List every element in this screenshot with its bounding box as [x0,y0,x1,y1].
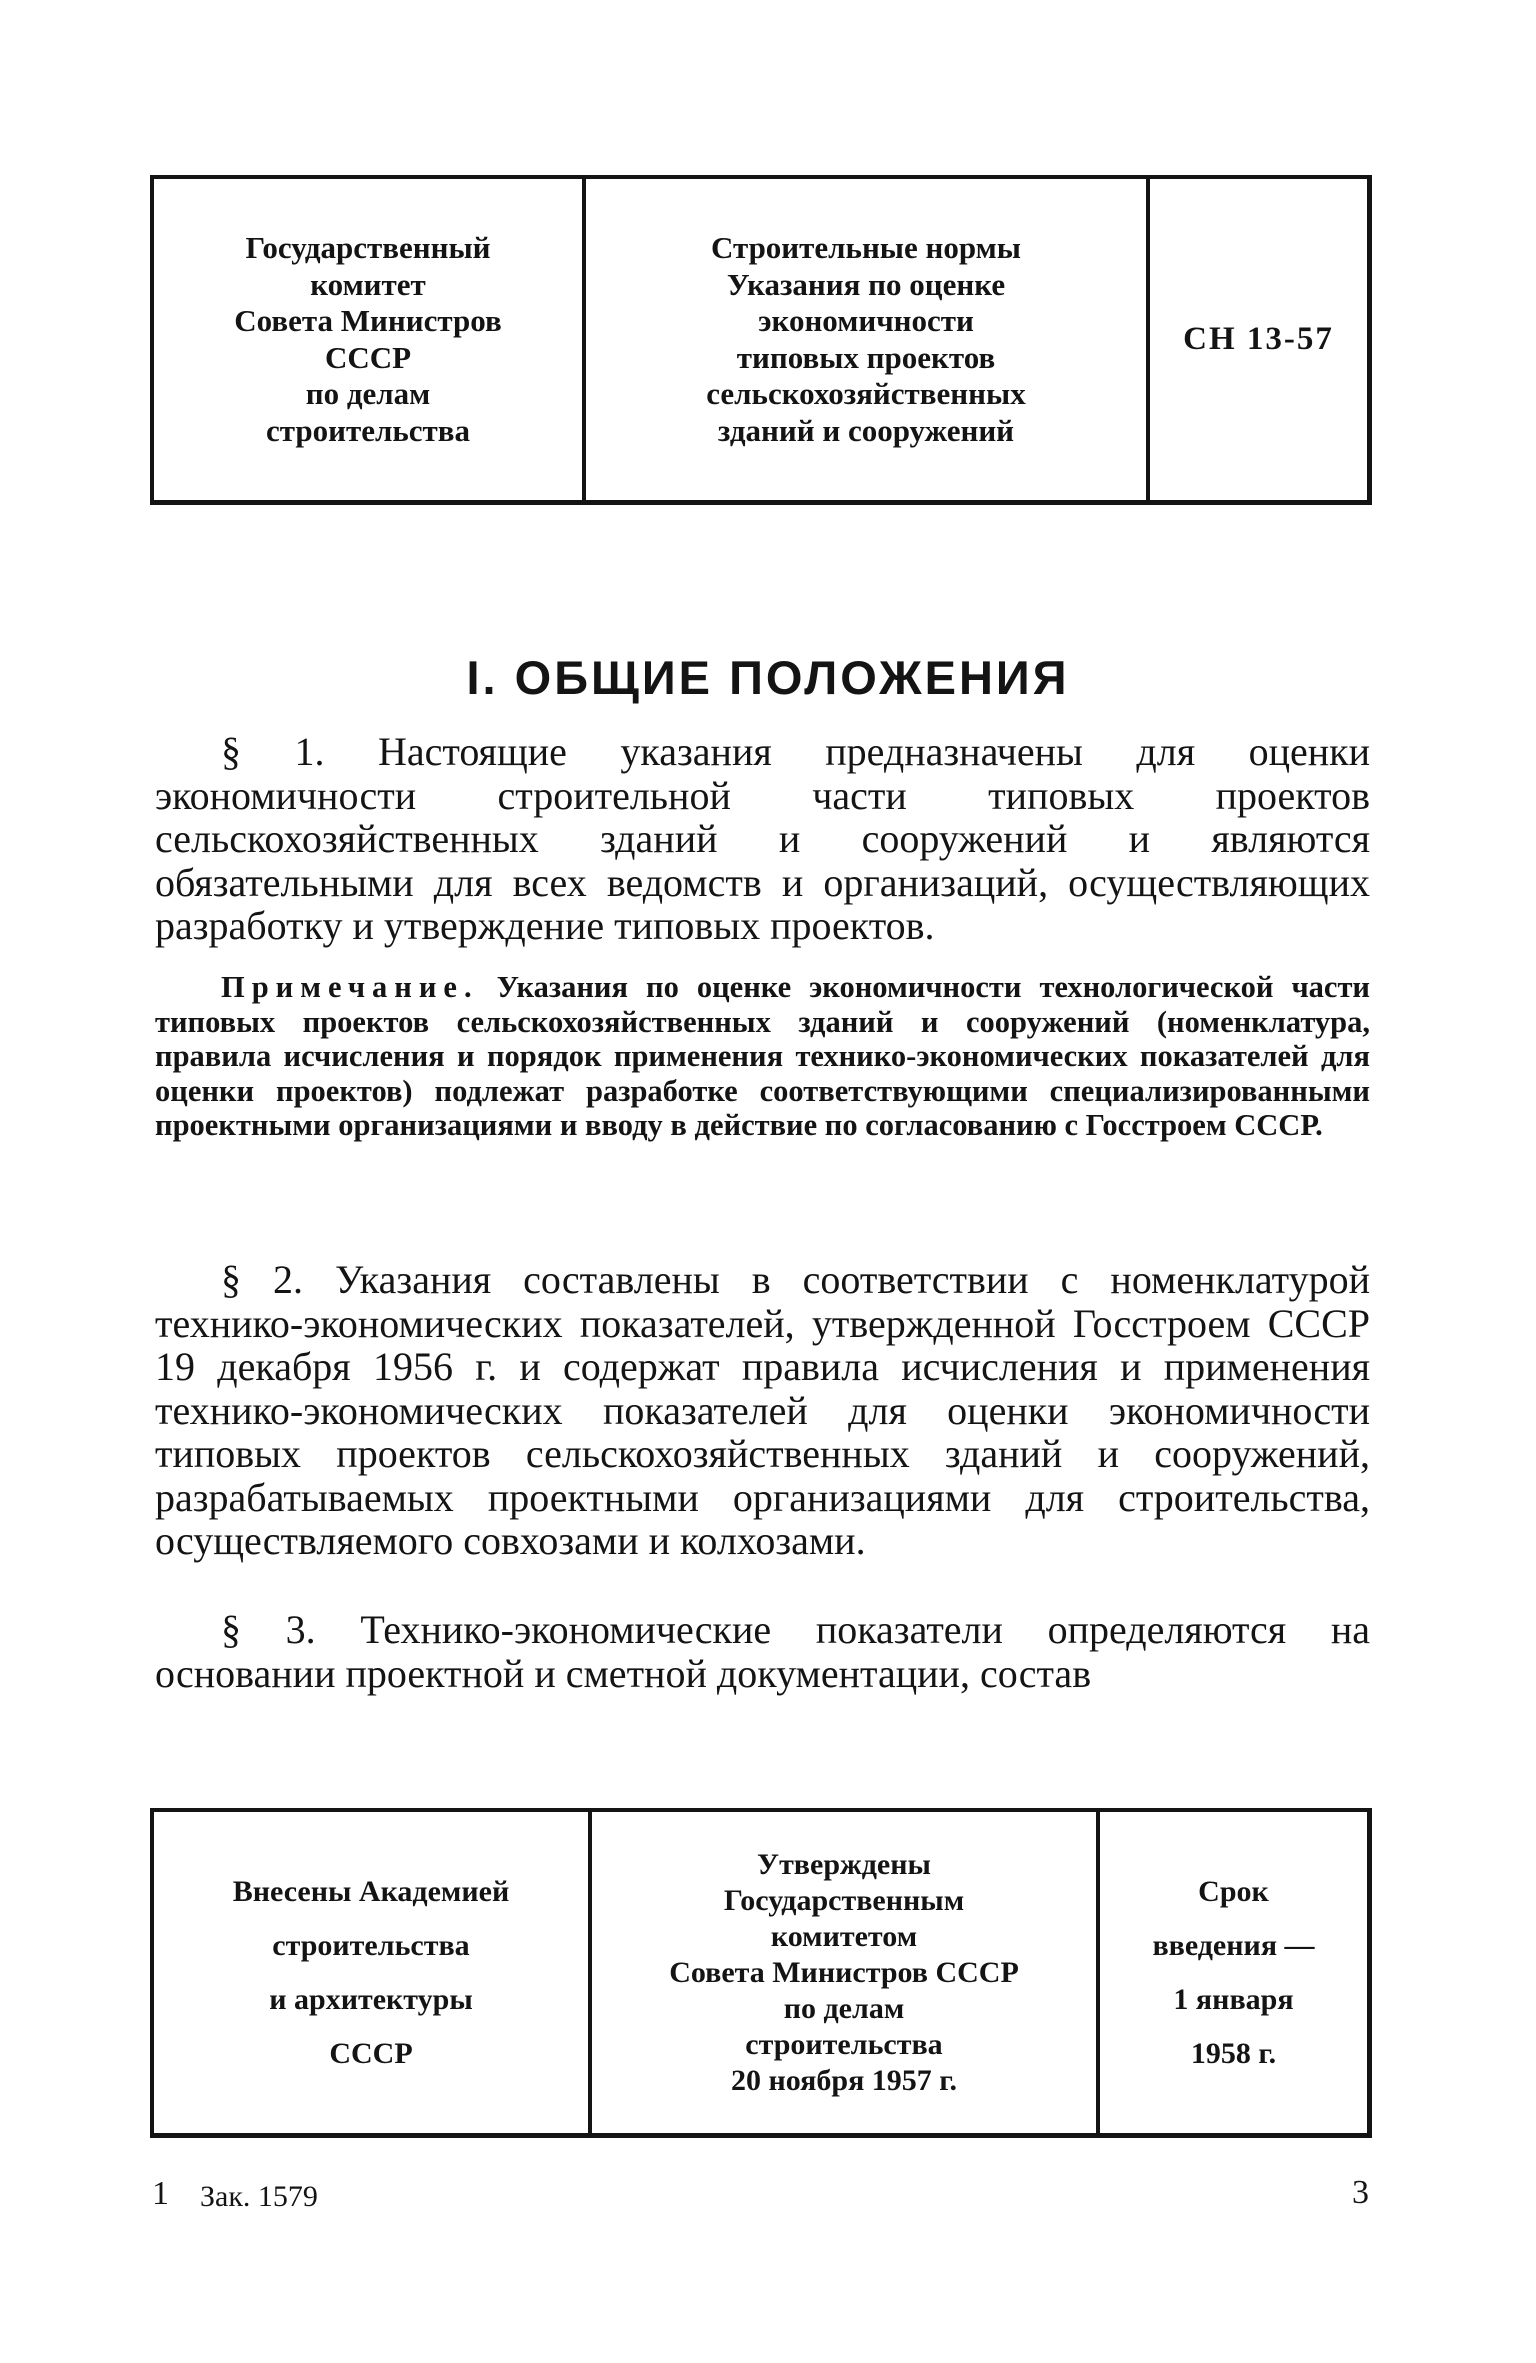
page-number: 3 [1352,2174,1369,2211]
footer-approved-by: Утверждены Государственным комитетом Совета Министров СССР по делам строительства 20 ноября 1957 г. [588,1812,1096,2133]
header-document-code: СН 13-57 [1146,179,1372,500]
order-number: Зак. 1579 [200,2180,318,2213]
header-document-title: Строительные нормы Указания по оценке экономичности типовых проектов сельскохозяйственных зданий и сооружений [582,179,1146,500]
paragraph-1: § 1. Настоящие указания предназначены для оценки экономичности строительной части типовых проектов сельскохозяйственных зданий и сооружений и являются обязательными для всех ведомств и организаций, осуществляющих разработку и утверждение типовых проектов. [155,729,1370,948]
note-label: Примечание. [221,970,479,1004]
note-text: Указания по оценке экономичности технологической части типовых проектов сельскохозяйственных зданий и сооружений (номенклатура, правила исчисления и порядок применения технико-экономических показателей для оценки проектов) подлежат разработке соответствующими специализированными проектными организациями и вводу в действие по согласованию с Госстроем СССР. [155,970,1370,1142]
footer-table [150,1808,1372,2138]
sheet-mark: 1 [152,2175,169,2212]
note [155,970,1370,1143]
header-table [150,175,1372,505]
footer-submitted-by: Внесены Академией строительства и архитектуры СССР [150,1812,588,2133]
footer-effective-date: Срок введения — 1 января 1958 г. [1096,1812,1372,2133]
section-title: I. ОБЩИЕ ПОЛОЖЕНИЯ [466,651,1070,704]
header-issuer: Государственный комитет Совета Министров СССР по делам строительства [150,179,582,500]
paragraph-3: § 3. Технико-экономические показатели определяются на основании проектной и сметной документации, состав [155,1607,1370,1696]
paragraph-2: § 2. Указания составлены в соответствии с номенклатурой технико-экономических показателей, утвержденной Госстроем СССР 19 декабря 1956 г. и содержат правила исчисления и применения технико-экономических показателей для оценки экономичности типовых проектов сельскохозяйственных зданий и сооружений, разрабатываемых проектными организациями для строительства, осуществляемого совхозами и колхозами. [155,1257,1370,1563]
